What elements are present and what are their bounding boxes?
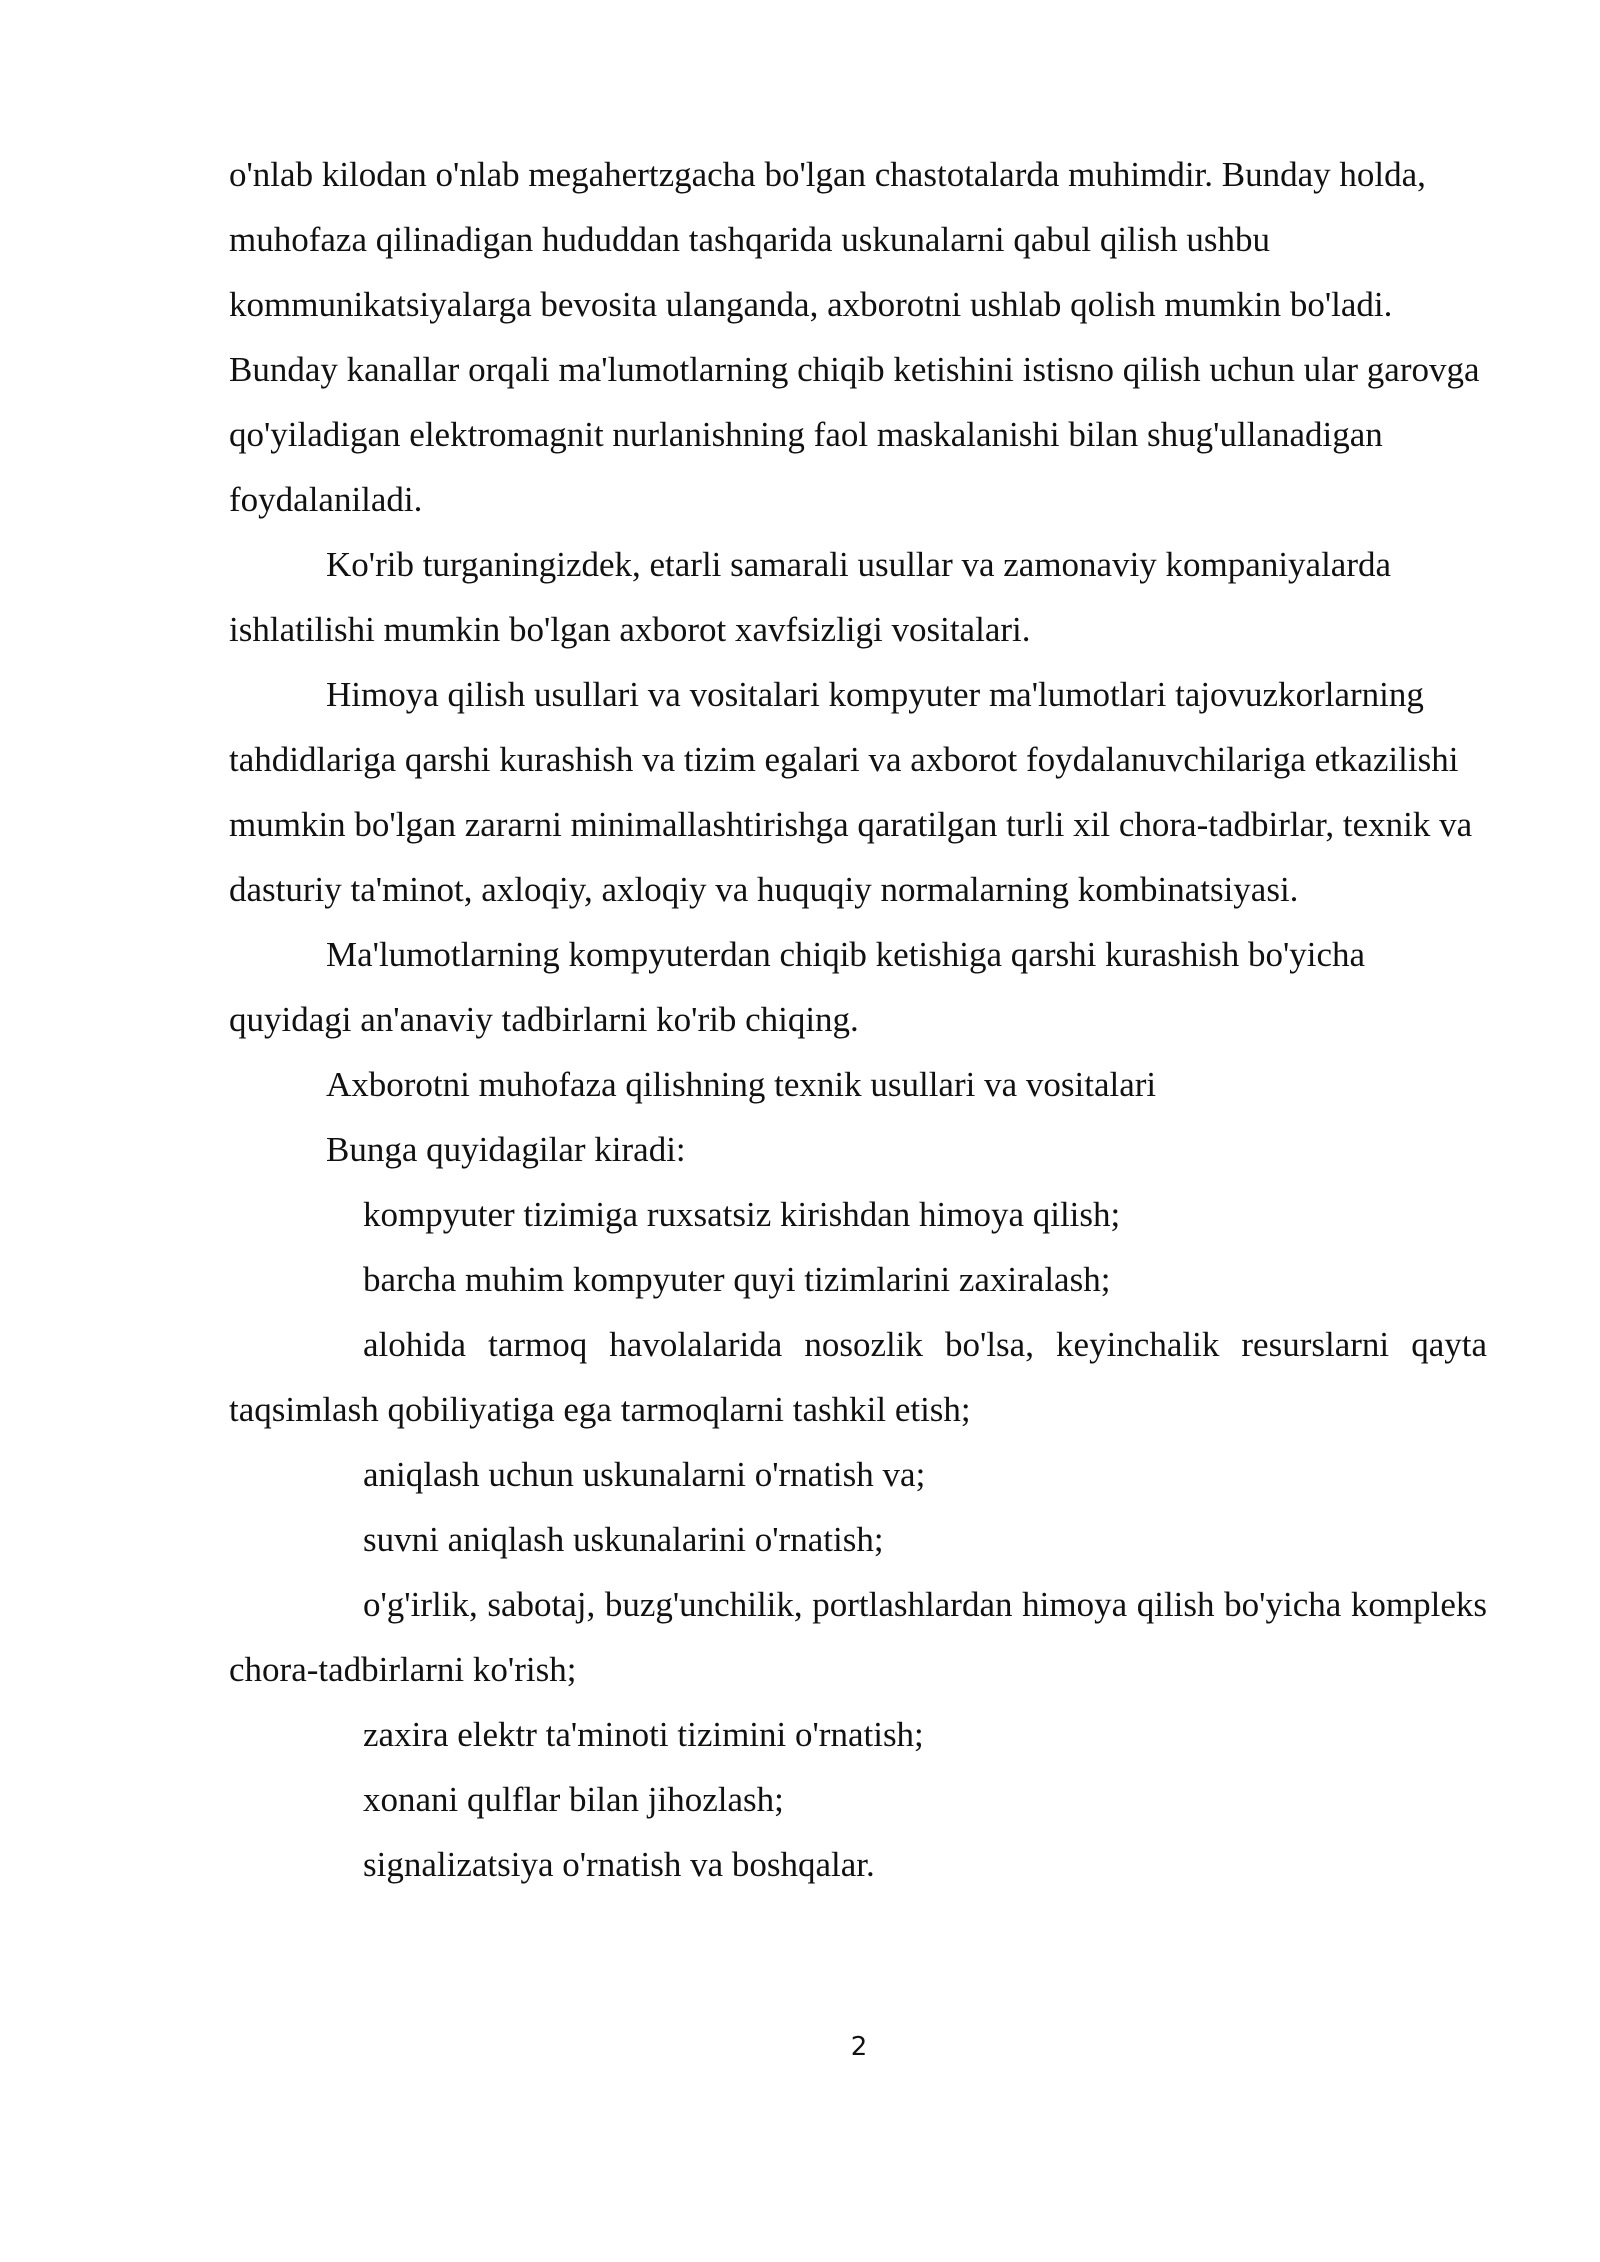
list-item: kompyuter tizimiga ruxsatsiz kirishdan himoya qilish;	[363, 1195, 1121, 1234]
list-item: suvni aniqlash uskunalarini o'rnatish;	[363, 1520, 884, 1559]
list-item: aniqlash uchun uskunalarni o'rnatish va;	[363, 1455, 926, 1494]
page-number: 2	[850, 2032, 868, 2062]
list-item: zaxira elektr ta'minoti tizimini o'rnatish;	[363, 1715, 924, 1754]
list-item: xonani qulflar bilan jihozlash;	[363, 1780, 784, 1819]
list-item: signalizatsiya o'rnatish va boshqalar.	[363, 1845, 875, 1884]
list-item: barcha muhim kompyuter quyi tizimlarini zaxiralash;	[363, 1260, 1111, 1299]
paragraph: Ko'rib turganingizdek, etarli samarali usullar va zamonaviy kompaniyalarda ishlatilishi mumkin bo'lgan axborot xavfsizligi vositalari.	[229, 545, 1392, 649]
paragraph-continuation: o'nlab kilodan o'nlab megahertzgacha bo'lgan chastotalarda muhimdir. Bunday holda, muhofaza qilinadigan hududdan tashqarida uskunalarni qabul qilish ushbu kommunikatsiyalarga bevosita ulanganda, axborotni ushlab qolish mumkin bo'ladi. Bunday kanallar orqali ma'lumotlarning chiqib ketishini istisno qilish uchun ular garovga qo'yiladigan elektromagnit nurlanishning faol maskalanishi bilan shug'ullanadigan foydalaniladi.	[229, 155, 1480, 519]
list-item: alohida tarmoq havolalarida nosozlik bo'lsa, keyinchalik resurslarni qayta taqsimlash qobiliyatiga ega tarmoqlarni tashkil etish;	[229, 1325, 1487, 1429]
paragraph: Ma'lumotlarning kompyuterdan chiqib ketishiga qarshi kurashish bo'yicha quyidagi an'anaviy tadbirlarni ko'rib chiqing.	[229, 935, 1366, 1039]
page-body	[229, 142, 1487, 1897]
paragraph: Bunga quyidagilar kiradi:	[326, 1130, 686, 1169]
section-heading: Axborotni muhofaza qilishning texnik usullari va vositalari	[326, 1065, 1157, 1104]
list-item: o'g'irlik, sabotaj, buzg'unchilik, portlashlardan himoya qilish bo'yicha kompleks chora-tadbirlarni ko'rish;	[229, 1585, 1487, 1689]
paragraph: Himoya qilish usullari va vositalari kompyuter ma'lumotlari tajovuzkorlarning tahdidlariga qarshi kurashish va tizim egalari va axborot foydalanuvchilariga etkazilishi mumkin bo'lgan zararni minimallashtirishga qaratilgan turli xil chora-tadbirlar, texnik va dasturiy ta'minot, axloqiy, axloqiy va huquqiy normalarning kombinatsiyasi.	[229, 675, 1473, 909]
